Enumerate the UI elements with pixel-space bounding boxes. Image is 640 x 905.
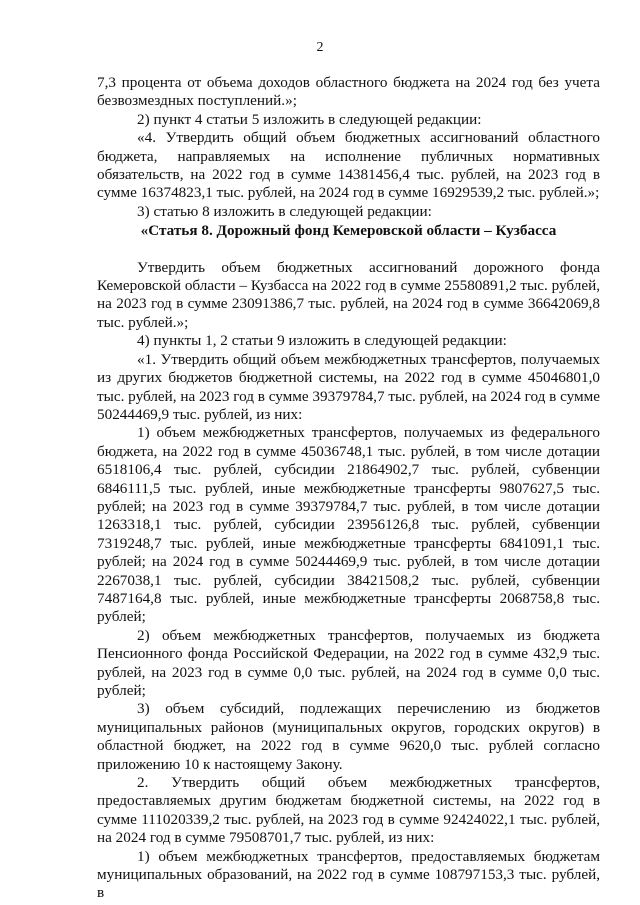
paragraph-1: 7,3 процента от объема доходов областного бюджета на 2024 год без учета безвозмездных поступлений.»;	[97, 74, 600, 110]
paragraph-3: «4. Утвердить общий объем бюджетных ассигнований областного бюджета, направляемых на исполнение публичных нормативных обязательств, на 2022 год в сумме 14381456,4 тыс. рублей, на 2023 год в сумме 16374823,1 тыс. рублей, на 2024 год в сумме 16929539,2 тыс. рублей.»;	[97, 129, 600, 202]
paragraph-8: 1) объем межбюджетных трансфертов, получаемых из федерального бюджета, на 2022 год в сумме 45036748,1 тыс. рублей, в том числе дотации 6518106,4 тыс. рублей, субсидии 21864902,7 тыс. рублей, субвенции 6846111,5 тыс. рублей, иные межбюджетные трансферты 9807627,5 тыс. рублей; на 2023 год в сумме 39379784,7 тыс. рублей, в том числе дотации 1263318,1 тыс. рублей, субсидии 23956126,8 тыс. рублей, субвенции 7319248,7 тыс. рублей, иные межбюджетные трансферты 6841091,1 тыс. рублей; на 2024 год в сумме 50244469,9 тыс. рублей, в том числе дотации 2267038,1 тыс. рублей, субсидии 38421508,2 тыс. рублей, субвенции 7487164,8 тыс. рублей, иные межбюджетные трансферты 2068758,8 тыс. рублей;	[97, 424, 600, 626]
paragraph-2: 2) пункт 4 статьи 5 изложить в следующей редакции:	[137, 110, 482, 128]
paragraph-9: 2) объем межбюджетных трансфертов, получаемых из бюджета Пенсионного фонда Российской Федерации, на 2022 год в сумме 432,9 тыс. рублей, на 2023 год в сумме 0,0 тыс. рублей, на 2024 год в сумме 0,0 тыс. рублей;	[97, 626, 600, 699]
paragraph-7: «1. Утвердить общий объем межбюджетных трансфертов, получаемых из других бюджетов бюджетной системы, на 2022 год в сумме 45046801,0 тыс. рублей, на 2023 год в сумме 39379784,7 тыс. рублей, на 2024 год в сумме 50244469,9 тыс. рублей, из них:	[97, 350, 600, 423]
paragraph-12: 1) объем межбюджетных трансфертов, предоставляемых бюджетам муниципальных образований, на 2022 год в сумме 108797153,3 тыс. рублей, в	[97, 847, 600, 902]
paragraph-11: 2. Утвердить общий объем межбюджетных трансфертов, предоставляемых другим бюджетам бюджетной системы, на 2022 год в сумме 111020339,2 тыс. рублей, на 2023 год в сумме 92424022,1 тыс. рублей, на 2024 год в сумме 79508701,7 тыс. рублей, из них:	[97, 774, 600, 847]
document-body	[97, 74, 600, 903]
page-number: 2	[316, 40, 324, 55]
paragraph-4: 3) статью 8 изложить в следующей редакции:	[137, 202, 432, 220]
paragraph-6: 4) пункты 1, 2 статьи 9 изложить в следующей редакции:	[137, 332, 507, 350]
paragraph-10: 3) объем субсидий, подлежащих перечислению из бюджетов муниципальных районов (муниципальных округов, городских округов) в областной бюджет, на 2022 год в сумме 9620,0 тыс. рублей согласно приложению 10 к настоящему Закону.	[97, 700, 600, 773]
paragraph-5: Утвердить объем бюджетных ассигнований дорожного фонда Кемеровской области – Кузбасса на 2022 год в сумме 25580891,2 тыс. рублей, на 2023 год в сумме 23091386,7 тыс. рублей, на 2024 год в сумме 36642069,8 тыс. рублей.»;	[97, 258, 600, 331]
article-heading: «Статья 8. Дорожный фонд Кемеровской области – Кузбасса	[140, 222, 557, 240]
